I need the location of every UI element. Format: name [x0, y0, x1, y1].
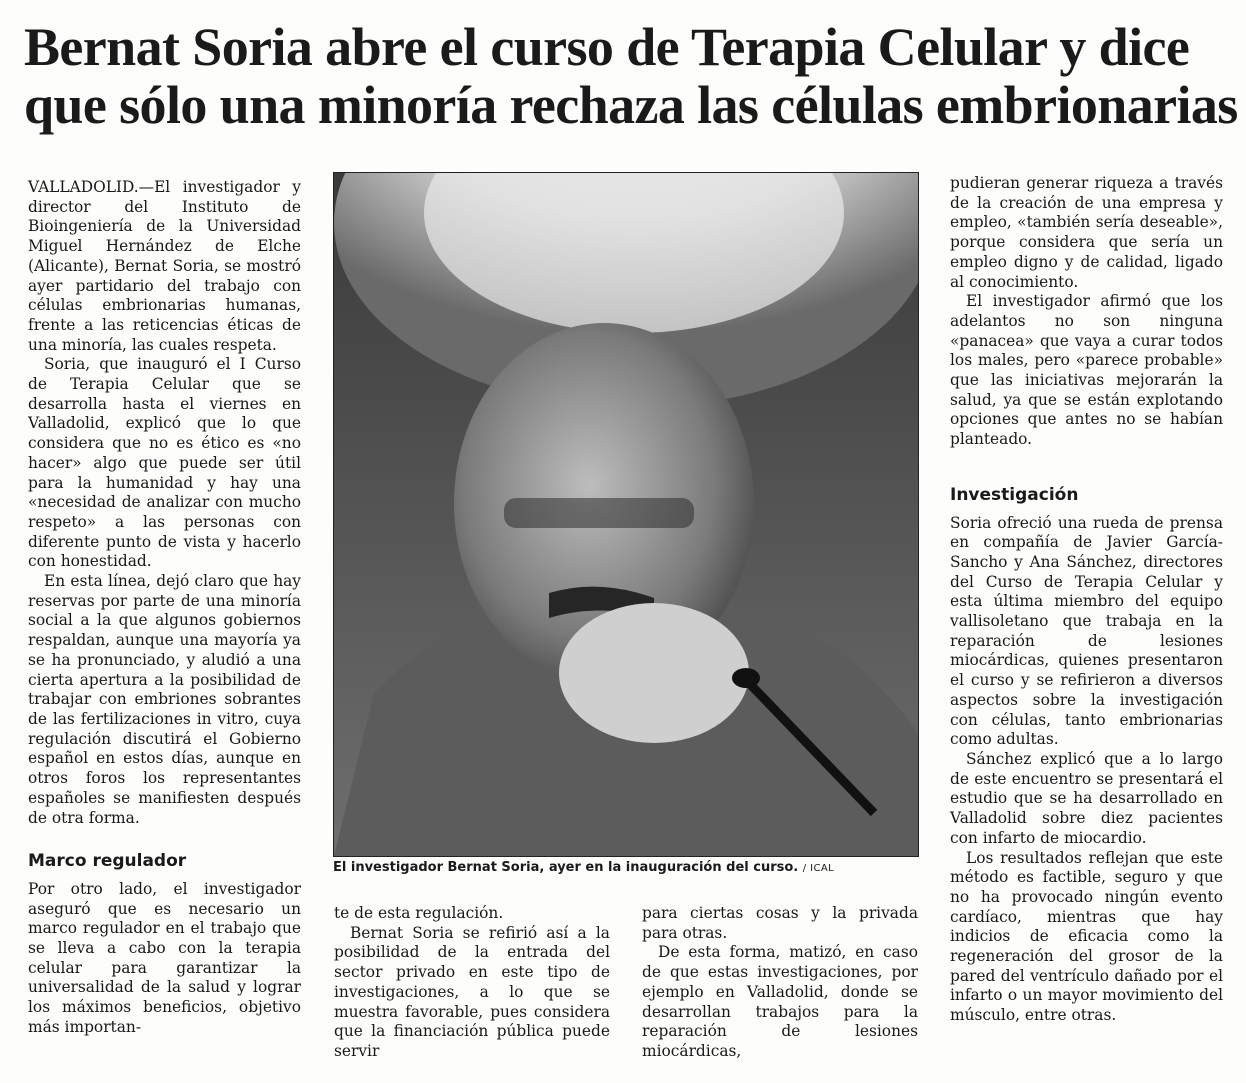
paragraph: Soria, que inauguró el I Curso de Terapia Celular que se desarrolla hasta el viernes en Valladolid, explicó que lo que considera que no es ético es «no hacer» algo que puede ser útil para la humanidad y hay una «necesidad de analizar con mucho respeto» a las personas con diferente punto de vista y hacerlo con honestidad. — [28, 355, 301, 571]
paragraph: Soria ofreció una rueda de prensa en compañía de Javier García-Sancho y Ana Sánchez, directores del Curso de Terapia Celular y esta última miembro del equipo vallisoletano que trabaja en la reparación de lesiones miocárdicas, quienes presentaron el curso y se refirieron a diversos aspectos sobre la investigación con células, tanto embrionarias como adultas. — [950, 513, 1223, 749]
paragraph: De esta forma, matizó, en caso de que estas investigaciones, por ejemplo en Valladolid, donde se desarrollan trabajos para la reparación de lesiones miocárdicas, — [642, 943, 918, 1060]
article-column-1 — [28, 178, 301, 1038]
headline — [24, 17, 1238, 135]
article-column-4 — [950, 174, 1223, 1026]
headline-line-2: que sólo una minoría rechaza las células embrionarias — [24, 75, 1238, 135]
article-photo — [333, 172, 919, 857]
caption-text: El investigador Bernat Soria, ayer en la inauguración del curso. — [333, 860, 799, 875]
headline-line-1: Bernat Soria abre el curso de Terapia Celular y dice — [24, 17, 1190, 77]
article-column-2 — [334, 904, 610, 1062]
photo-caption — [333, 860, 923, 875]
paragraph: Por otro lado, el investigador aseguró que es necesario un marco regulador en el trabajo que se lleva a cabo con la terapia celular para garantizar la universalidad de la salud y lograr los máximos beneficios, objetivo más importan- — [28, 879, 301, 1036]
paragraph: El investigador afirmó que los adelantos no son ninguna «panacea» que vaya a curar todos los males, pero «parece probable» que las iniciativas mejorarán la salud, ya que se están explotando opciones que antes no se habían planteado. — [950, 292, 1223, 449]
photo-credit: / ICAL — [802, 863, 835, 874]
portrait-photo-image — [334, 173, 918, 856]
paragraph: Los resultados reflejan que este método es factible, seguro y que no ha provocado ningún evento cardíaco, mientras que hay indicios de eficacia como la regeneración del grosor de la pared del ventrículo dañado por el infarto o un mayor movimiento del músculo, entre otras. — [950, 848, 1223, 1025]
subheading-investigacion: Investigación — [950, 484, 1079, 505]
paragraph: para ciertas cosas y la privada para otras. — [642, 904, 918, 942]
article-column-3 — [642, 904, 918, 1062]
paragraph: pudieran generar riqueza a través de la creación de una empresa y empleo, «también sería deseable», porque considera que sería un empleo digno y de calidad, ligado al conocimiento. — [950, 174, 1223, 291]
paragraph: En esta línea, dejó claro que hay reservas por parte de una minoría social a la que algunos gobiernos respaldan, aunque una mayoría ya se ha pronunciado, y aludió a una cierta apertura a la posibilidad de trabajar con embriones sobrantes de las fertilizaciones in vitro, cuya regulación discutirá el Gobierno español en estos días, aunque en otros foros los representantes españoles se manifiesten después de otra forma. — [28, 572, 301, 827]
subheading-marco-regulador: Marco regulador — [28, 851, 187, 872]
paragraph: VALLADOLID.—El investigador y director del Instituto de Bioingeniería de la Universidad Miguel Hernández de Elche (Alicante), Bernat Soria, se mostró ayer partidario del trabajo con células embrionarias humanas, frente a las reticencias éticas de una minoría, las cuales respeta. — [28, 178, 301, 354]
paragraph: Bernat Soria se refirió así a la posibilidad de la entrada del sector privado en este tipo de investigaciones, a lo que se muestra favorable, pues considera que la financiación pública puede servir — [334, 923, 610, 1060]
paragraph: te de esta regulación. — [334, 904, 504, 922]
paragraph: Sánchez explicó que a lo largo de este encuentro se presentará el estudio que se ha desarrollado en Valladolid sobre diez pacientes con infarto de miocardio. — [950, 749, 1223, 847]
